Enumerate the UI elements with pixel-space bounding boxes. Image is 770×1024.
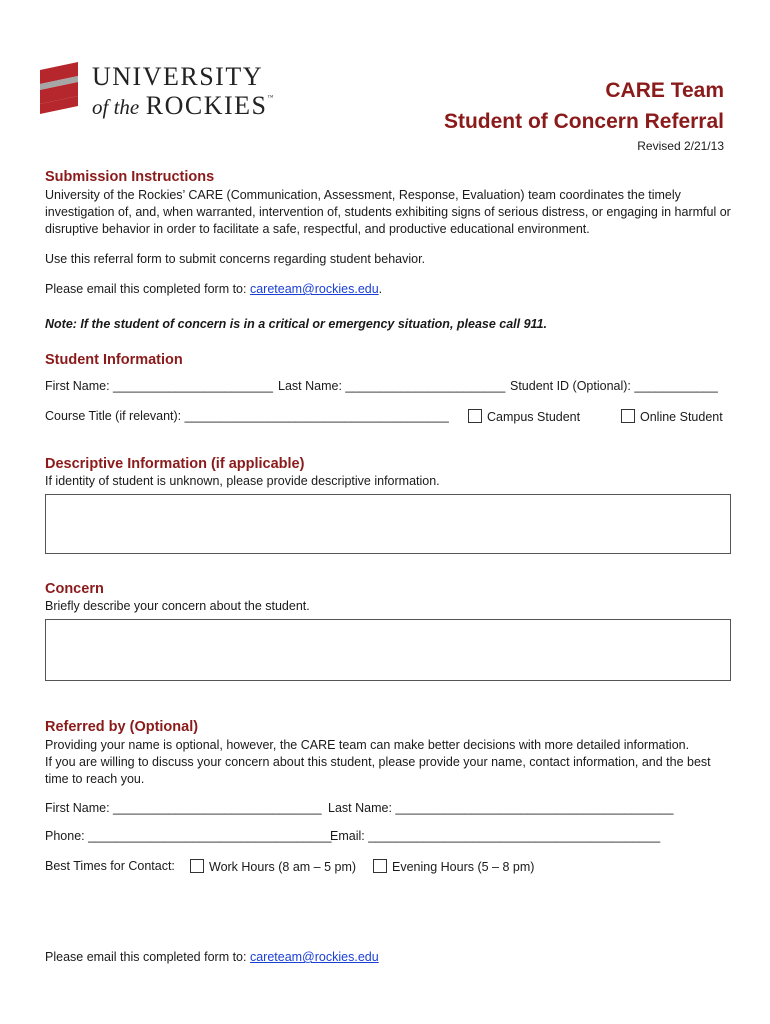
evening-hours-checkbox[interactable] bbox=[373, 859, 387, 873]
online-student-label: Online Student bbox=[640, 410, 723, 424]
usage-text: Use this referral form to submit concerns regarding student behavior. bbox=[45, 252, 426, 266]
work-hours-label: Work Hours (8 am – 5 pm) bbox=[209, 860, 357, 874]
descriptive-heading: Descriptive Information (if applicable) bbox=[45, 456, 305, 472]
online-student-option[interactable] bbox=[621, 409, 723, 424]
logo-rockies-text bbox=[92, 91, 273, 121]
concern-subtext: Briefly describe your concern about the student. bbox=[45, 599, 310, 613]
title-care-team: CARE Team bbox=[605, 79, 724, 102]
student-info-heading: Student Information bbox=[45, 352, 183, 368]
work-hours-checkbox[interactable] bbox=[190, 859, 204, 873]
logo-mark-icon bbox=[40, 62, 78, 114]
referrer-first-name-field[interactable]: First Name: ______________________________ bbox=[45, 801, 322, 815]
email-prefix: Please email this completed form to: bbox=[45, 282, 250, 296]
logo-trademark: ™ bbox=[267, 95, 274, 101]
referred-paragraph-1: Providing your name is optional, however, the CARE team can make better decisions with more detailed information. bbox=[45, 738, 690, 752]
referred-paragraph-2: If you are willing to discuss your concern about this student, please provide your name, contact information, and the best time to reach you. bbox=[45, 755, 711, 786]
footer-email-link[interactable]: careteam@rockies.edu bbox=[249, 950, 379, 964]
footer-email-prefix: Please email this completed form to: bbox=[45, 950, 250, 964]
email-suffix: . bbox=[378, 282, 383, 296]
referrer-email-field[interactable]: Email: __________________________________________ bbox=[330, 829, 661, 843]
revised-date: Revised 2/21/13 bbox=[637, 139, 724, 153]
email-instruction bbox=[45, 282, 382, 296]
referrer-last-name-field[interactable]: Last Name: ________________________________________ bbox=[328, 801, 674, 815]
emergency-note: Note: If the student of concern is in a critical or emergency situation, please call 911. bbox=[45, 317, 547, 331]
footer-email-instruction bbox=[45, 950, 379, 964]
referrer-phone-field[interactable]: Phone: ___________________________________ bbox=[45, 829, 332, 843]
campus-student-label: Campus Student bbox=[487, 410, 581, 424]
student-first-name-field[interactable]: First Name: _______________________ bbox=[45, 379, 273, 393]
title-referral: Student of Concern Referral bbox=[443, 110, 724, 133]
course-title-field[interactable]: Course Title (if relevant): ______________________________________ bbox=[45, 409, 449, 423]
care-email-link[interactable]: careteam@rockies.edu bbox=[249, 282, 379, 296]
submission-heading: Submission Instructions bbox=[45, 169, 215, 185]
online-student-checkbox[interactable] bbox=[621, 409, 635, 423]
logo-rockies: ROCKIES bbox=[145, 91, 268, 120]
descriptive-textarea[interactable] bbox=[45, 494, 731, 554]
concern-textarea[interactable] bbox=[45, 619, 731, 681]
submission-paragraph: University of the Rockies’ CARE (Communication, Assessment, Response, Evaluation) team coordinates the timely investigation of, and, when warranted, intervention of, students exhibiting signs of serious distress, or engaging in harmful or disruptive behavior in order to facilitate a safe, respectful, and productive educational environment. bbox=[45, 188, 731, 236]
student-last-name-field[interactable]: Last Name: _______________________ bbox=[278, 379, 506, 393]
evening-hours-option[interactable] bbox=[373, 859, 534, 874]
student-id-field[interactable]: Student ID (Optional): ____________ bbox=[510, 379, 718, 393]
evening-hours-label: Evening Hours (5 – 8 pm) bbox=[392, 860, 535, 874]
campus-student-checkbox[interactable] bbox=[468, 409, 482, 423]
concern-heading: Concern bbox=[45, 581, 104, 597]
best-times-label: Best Times for Contact: bbox=[45, 859, 175, 873]
referred-heading: Referred by (Optional) bbox=[45, 719, 199, 735]
work-hours-option[interactable] bbox=[190, 859, 356, 874]
campus-student-option[interactable] bbox=[468, 409, 580, 424]
descriptive-subtext: If identity of student is unknown, please provide descriptive information. bbox=[45, 474, 440, 488]
logo-of-the: of the bbox=[92, 95, 140, 119]
logo-university-text: UNIVERSITY bbox=[92, 62, 263, 91]
university-logo bbox=[40, 58, 320, 128]
